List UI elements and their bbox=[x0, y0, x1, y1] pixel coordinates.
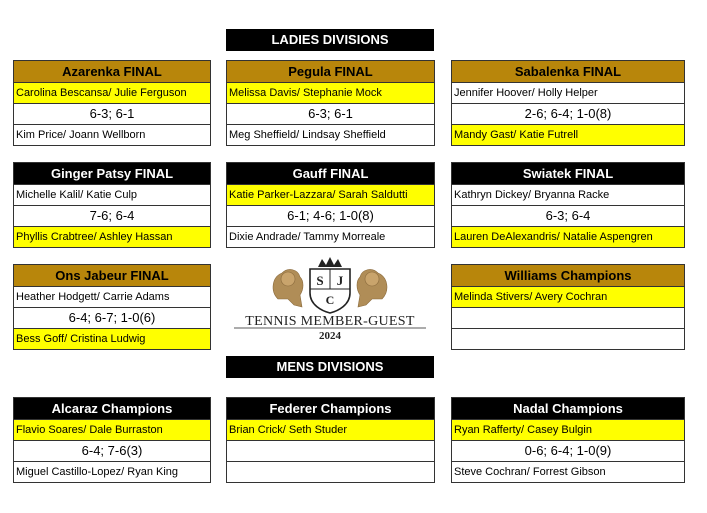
division-title: Alcaraz Champions bbox=[14, 398, 210, 420]
team-runner-up: Kim Price/ Joann Wellborn bbox=[16, 129, 146, 141]
monogram-right: J bbox=[336, 273, 344, 288]
match-score: 0-6; 6-4; 1-0(9) bbox=[452, 441, 684, 462]
division-title: Nadal Champions bbox=[452, 398, 684, 420]
team-runner-up: Heather Hodgett/ Carrie Adams bbox=[14, 287, 210, 308]
crown-icon bbox=[318, 257, 342, 267]
division-title: Ginger Patsy FINAL bbox=[14, 163, 210, 185]
team-winner: Melinda Stivers/ Avery Cochran bbox=[452, 287, 684, 308]
division-title: Sabalenka FINAL bbox=[452, 61, 684, 83]
division-card-pegula bbox=[226, 60, 435, 146]
division-title: Ons Jabeur FINAL bbox=[14, 265, 210, 287]
ladies-divisions-banner: LADIES DIVISIONS bbox=[226, 29, 434, 51]
lion-right-icon bbox=[357, 270, 387, 307]
division-title: Williams Champions bbox=[452, 265, 684, 287]
match-score: 6-3; 6-1 bbox=[227, 104, 434, 125]
division-title: Swiatek FINAL bbox=[452, 163, 684, 185]
team-runner-up bbox=[227, 462, 434, 482]
division-card-gauff bbox=[226, 162, 435, 248]
team-winner: Melissa Davis/ Stephanie Mock bbox=[227, 83, 434, 104]
event-name: TENNIS MEMBER-GUEST bbox=[245, 314, 415, 329]
team-runner-up: Meg Sheffield/ Lindsay Sheffield bbox=[229, 129, 386, 141]
event-year: 2024 bbox=[319, 330, 341, 342]
division-card-nadal bbox=[451, 397, 685, 483]
division-card-swiatek bbox=[451, 162, 685, 248]
lion-left-icon bbox=[273, 270, 303, 307]
team-winner: Brian Crick/ Seth Studer bbox=[227, 420, 434, 441]
division-card-azarenka bbox=[13, 60, 211, 146]
team-winner: Phyllis Crabtree/ Ashley Hassan bbox=[14, 227, 210, 247]
match-score: 2-6; 6-4; 1-0(8) bbox=[452, 104, 684, 125]
team-runner-up: Jennifer Hoover/ Holly Helper bbox=[452, 83, 684, 104]
team-runner-up: Steve Cochran/ Forrest Gibson bbox=[454, 466, 606, 478]
division-title: Federer Champions bbox=[227, 398, 434, 420]
match-score: 6-4; 6-7; 1-0(6) bbox=[14, 308, 210, 329]
team-winner: Ryan Rafferty/ Casey Bulgin bbox=[452, 420, 684, 441]
division-title: Gauff FINAL bbox=[227, 163, 434, 185]
monogram-bottom: C bbox=[325, 293, 335, 307]
division-title: Azarenka FINAL bbox=[14, 61, 210, 83]
match-score: 6-1; 4-6; 1-0(8) bbox=[227, 206, 434, 227]
team-runner-up: Kathryn Dickey/ Bryanna Racke bbox=[452, 185, 684, 206]
team-winner: Carolina Bescansa/ Julie Ferguson bbox=[14, 83, 210, 104]
division-card-ginger-patsy bbox=[13, 162, 211, 248]
match-score: 6-3; 6-1 bbox=[14, 104, 210, 125]
match-score: 7-6; 6-4 bbox=[14, 206, 210, 227]
match-score: 6-4; 7-6(3) bbox=[14, 441, 210, 462]
match-score bbox=[452, 308, 684, 329]
mens-divisions-banner: MENS DIVISIONS bbox=[226, 356, 434, 378]
match-score bbox=[227, 441, 434, 462]
division-card-federer bbox=[226, 397, 435, 483]
tennis-member-guest-logo bbox=[226, 255, 434, 345]
match-score: 6-3; 6-4 bbox=[452, 206, 684, 227]
team-runner-up bbox=[452, 329, 684, 349]
division-card-alcaraz bbox=[13, 397, 211, 483]
division-card-williams bbox=[451, 264, 685, 350]
team-winner: Mandy Gast/ Katie Futrell bbox=[452, 125, 684, 145]
team-runner-up: Dixie Andrade/ Tammy Morreale bbox=[229, 231, 386, 243]
team-winner: Lauren DeAlexandris/ Natalie Aspengren bbox=[452, 227, 684, 247]
team-runner-up: Miguel Castillo-Lopez/ Ryan King bbox=[16, 466, 179, 478]
team-runner-up: Michelle Kalil/ Katie Culp bbox=[14, 185, 210, 206]
team-winner: Katie Parker-Lazzara/ Sarah Saldutti bbox=[227, 185, 434, 206]
division-title: Pegula FINAL bbox=[227, 61, 434, 83]
division-card-ons-jabeur bbox=[13, 264, 211, 350]
division-card-sabalenka bbox=[451, 60, 685, 146]
team-winner: Bess Goff/ Cristina Ludwig bbox=[14, 329, 210, 349]
monogram-left: S bbox=[316, 273, 324, 288]
team-winner: Flavio Soares/ Dale Burraston bbox=[14, 420, 210, 441]
